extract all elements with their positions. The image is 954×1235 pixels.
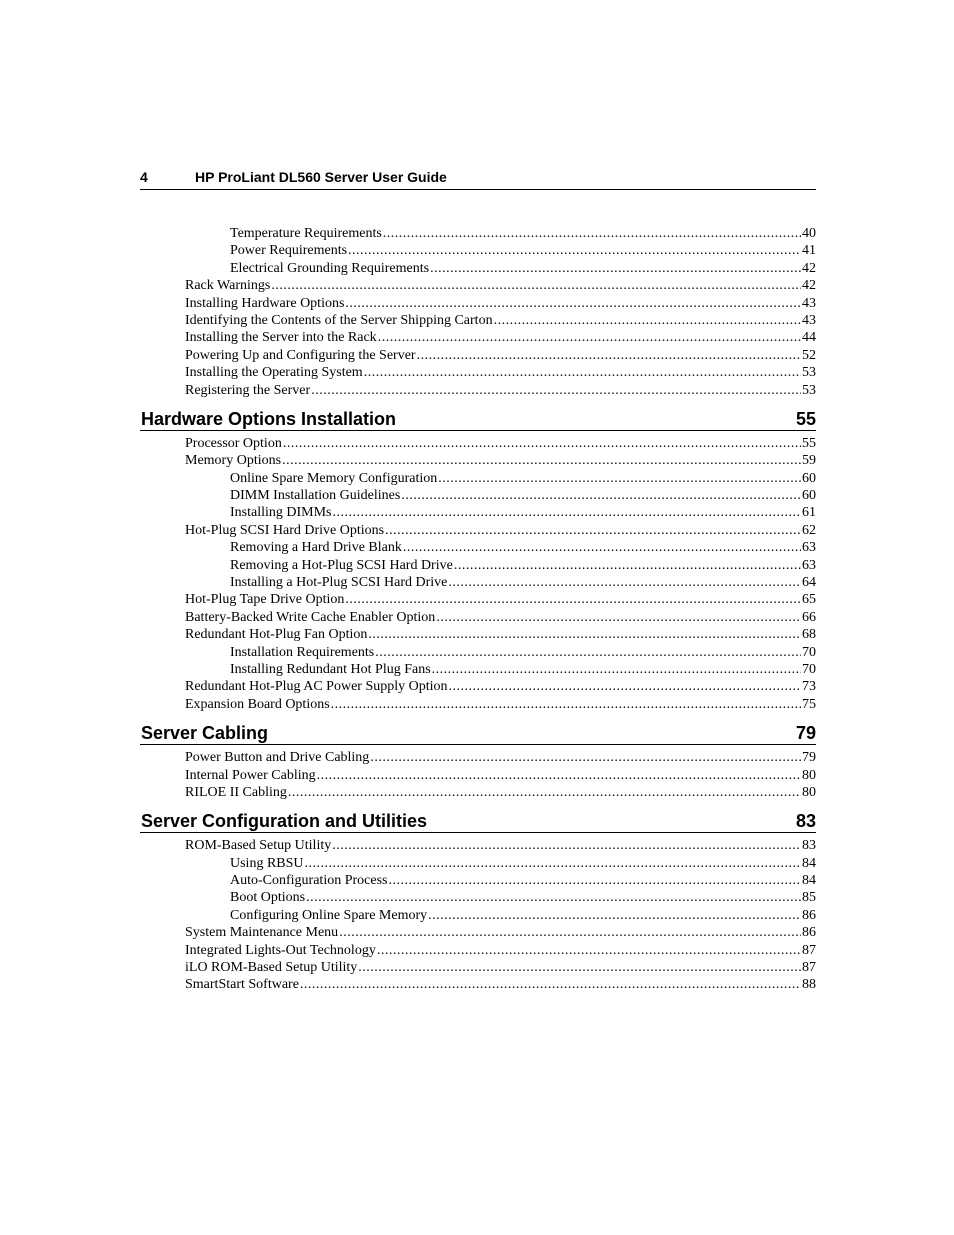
chapter-page: 83: [795, 811, 816, 832]
toc-entry[interactable]: [140, 504, 816, 521]
toc-entry-page: 53: [802, 365, 816, 381]
toc-entry-page: 60: [802, 488, 816, 504]
toc-entry-title: Internal Power Cabling: [185, 767, 316, 783]
toc-entry-page: 80: [802, 767, 816, 783]
dot-leader: [378, 329, 801, 346]
chapter-title: Hardware Options Installation: [141, 408, 397, 429]
toc-entry-page: 88: [802, 977, 816, 993]
toc-entry-page: 87: [802, 960, 816, 976]
toc-entry-title: Removing a Hot-Plug SCSI Hard Drive: [230, 557, 453, 573]
dot-leader: [385, 522, 801, 539]
dot-leader: [271, 277, 801, 294]
toc-entry[interactable]: [140, 435, 816, 452]
toc-entry[interactable]: [140, 976, 816, 993]
toc-entry[interactable]: [140, 907, 816, 924]
toc-entry[interactable]: [140, 329, 816, 346]
dot-leader: [283, 435, 801, 452]
dot-leader: [438, 470, 801, 487]
toc-entry[interactable]: [140, 242, 816, 259]
toc-entry[interactable]: [140, 784, 816, 801]
toc-entry-title: Rack Warnings: [185, 278, 271, 294]
toc-entry[interactable]: [140, 749, 816, 766]
toc-entry-title: Installation Requirements: [230, 644, 375, 660]
toc-entry-page: 84: [802, 855, 816, 871]
toc-entry-title: Temperature Requirements: [230, 225, 382, 241]
toc-entry-page: 43: [802, 312, 816, 328]
dot-leader: [288, 784, 801, 801]
toc-entry-title: Configuring Online Spare Memory: [230, 907, 428, 923]
toc-entry[interactable]: [140, 644, 816, 661]
toc-entry-title: Using RBSU: [230, 855, 304, 871]
toc-entry-title: Installing the Server into the Rack: [185, 330, 377, 346]
toc-entry-page: 70: [802, 644, 816, 660]
dot-leader: [368, 626, 801, 643]
toc-entry-page: 52: [802, 347, 816, 363]
toc-entry-title: Registering the Server: [185, 382, 311, 398]
toc-entry-title: Redundant Hot-Plug AC Power Supply Option: [185, 679, 448, 695]
toc-entry-title: Installing the Operating System: [185, 365, 363, 381]
dot-leader: [436, 609, 801, 626]
dot-leader: [449, 678, 801, 695]
toc-entry-title: Power Button and Drive Cabling: [185, 750, 370, 766]
toc-entry-title: Redundant Hot-Plug Fan Option: [185, 627, 368, 643]
toc-entry-title: SmartStart Software: [185, 977, 299, 993]
toc-entry[interactable]: [140, 872, 816, 889]
toc-entry-page: 53: [802, 382, 816, 398]
dot-leader: [403, 539, 801, 556]
toc-entry-page: 86: [802, 925, 816, 941]
toc-entry-title: Hot-Plug Tape Drive Option: [185, 592, 345, 608]
toc-entry-page: 80: [802, 784, 816, 800]
toc-entry-title: Online Spare Memory Configuration: [230, 470, 438, 486]
chapter-page: 79: [795, 723, 816, 744]
dot-leader: [430, 260, 801, 277]
toc-entry-page: 55: [802, 435, 816, 451]
toc-entry[interactable]: [140, 661, 816, 678]
toc-entry[interactable]: [140, 574, 816, 591]
toc-entry-title: Auto-Configuration Process: [230, 873, 388, 889]
toc-entry[interactable]: [140, 942, 816, 959]
toc-entry-title: Battery-Backed Write Cache Enabler Option: [185, 609, 436, 625]
toc-entry[interactable]: [140, 557, 816, 574]
toc-entry[interactable]: [140, 364, 816, 381]
toc-entry-title: Installing DIMMs: [230, 505, 332, 521]
toc-entry-title: Processor Option: [185, 435, 282, 451]
toc-entry[interactable]: [140, 452, 816, 469]
toc-entry-title: Removing a Hard Drive Blank: [230, 540, 402, 556]
toc-entry-page: 44: [802, 330, 816, 346]
toc-entry[interactable]: [140, 626, 816, 643]
toc-entry-page: 73: [802, 679, 816, 695]
dot-leader: [333, 504, 802, 521]
toc-entry-page: 87: [802, 942, 816, 958]
toc-entry-page: 62: [802, 522, 816, 538]
toc-entry-page: 61: [802, 505, 816, 521]
toc-entry-page: 60: [802, 470, 816, 486]
toc-entry[interactable]: [140, 312, 816, 329]
dot-leader: [306, 889, 801, 906]
dot-leader: [282, 452, 801, 469]
toc-entry-title: Electrical Grounding Requirements: [230, 260, 430, 276]
toc-entry-page: 40: [802, 225, 816, 241]
dot-leader: [311, 382, 801, 399]
toc-entry-page: 75: [802, 696, 816, 712]
dot-leader: [417, 347, 801, 364]
toc-entry-title: Installing a Hot-Plug SCSI Hard Drive: [230, 575, 448, 591]
toc-entry-page: 66: [802, 609, 816, 625]
toc-entry-title: Powering Up and Configuring the Server: [185, 347, 416, 363]
toc-entry-page: 64: [802, 575, 816, 591]
toc-entry-title: Integrated Lights-Out Technology: [185, 942, 376, 958]
chapter-heading[interactable]: [140, 408, 816, 431]
page-number: 4: [140, 169, 148, 185]
toc-entry[interactable]: [140, 225, 816, 242]
dot-leader: [377, 942, 801, 959]
dot-leader: [305, 855, 801, 872]
chapter-title: Server Configuration and Utilities: [141, 811, 428, 832]
toc-entry[interactable]: [140, 609, 816, 626]
dot-leader: [300, 976, 801, 993]
toc-entry[interactable]: [140, 855, 816, 872]
toc-entry-page: 43: [802, 295, 816, 311]
toc-entry[interactable]: [140, 295, 816, 312]
toc-entry[interactable]: [140, 277, 816, 294]
dot-leader: [454, 557, 801, 574]
toc-entry[interactable]: [140, 591, 816, 608]
toc-entry-page: 84: [802, 873, 816, 889]
dot-leader: [339, 924, 801, 941]
toc-entry-title: Installing Hardware Options: [185, 295, 345, 311]
dot-leader: [358, 959, 801, 976]
dot-leader: [331, 696, 801, 713]
dot-leader: [494, 312, 801, 329]
toc-entry-title: System Maintenance Menu: [185, 925, 339, 941]
toc-entry-page: 42: [802, 260, 816, 276]
dot-leader: [448, 574, 801, 591]
dot-leader: [401, 487, 801, 504]
toc-entry[interactable]: [140, 470, 816, 487]
toc-entry-title: DIMM Installation Guidelines: [230, 488, 401, 504]
toc-entry-title: Installing Redundant Hot Plug Fans: [230, 661, 431, 677]
toc-entry-page: 68: [802, 627, 816, 643]
dot-leader: [383, 225, 801, 242]
chapter-heading[interactable]: [140, 810, 816, 833]
dot-leader: [388, 872, 801, 889]
toc-entry[interactable]: [140, 487, 816, 504]
toc-entry-title: Memory Options: [185, 453, 282, 469]
dot-leader: [428, 907, 801, 924]
toc-entry[interactable]: [140, 678, 816, 695]
toc-entry[interactable]: [140, 767, 816, 784]
toc-entry[interactable]: [140, 837, 816, 854]
dot-leader: [432, 661, 801, 678]
toc-entry-page: 42: [802, 278, 816, 294]
toc-entry-title: Hot-Plug SCSI Hard Drive Options: [185, 522, 385, 538]
chapter-title: Server Cabling: [141, 723, 269, 744]
toc-entry-page: 41: [802, 243, 816, 259]
toc-entry-title: Power Requirements: [230, 243, 348, 259]
dot-leader: [317, 767, 801, 784]
toc-entry-page: 70: [802, 661, 816, 677]
toc-entry[interactable]: [140, 539, 816, 556]
dot-leader: [345, 591, 801, 608]
dot-leader: [364, 364, 801, 381]
dot-leader: [332, 837, 801, 854]
toc-entry-title: ROM-Based Setup Utility: [185, 838, 332, 854]
toc-entry[interactable]: [140, 260, 816, 277]
toc-entry-page: 86: [802, 907, 816, 923]
toc-entry-title: Boot Options: [230, 890, 306, 906]
toc-entry-title: Expansion Board Options: [185, 696, 330, 712]
toc-entry-page: 85: [802, 890, 816, 906]
toc-entry-page: 63: [802, 540, 816, 556]
toc-entry[interactable]: [140, 924, 816, 941]
document-title: HP ProLiant DL560 Server User Guide: [195, 169, 447, 185]
toc-entry[interactable]: [140, 382, 816, 399]
table-of-contents: [140, 225, 816, 994]
toc-entry-title: RILOE II Cabling: [185, 784, 287, 800]
toc-entry-title: Identifying the Contents of the Server Shipping Carton: [185, 312, 493, 328]
toc-entry-page: 83: [802, 838, 816, 854]
toc-entry-title: iLO ROM-Based Setup Utility: [185, 960, 358, 976]
toc-entry[interactable]: [140, 522, 816, 539]
page-header: [140, 168, 816, 190]
toc-entry[interactable]: [140, 959, 816, 976]
chapter-page: 55: [795, 408, 816, 429]
toc-entry[interactable]: [140, 890, 816, 907]
dot-leader: [375, 644, 801, 661]
toc-entry-page: 59: [802, 453, 816, 469]
toc-entry[interactable]: [140, 347, 816, 364]
dot-leader: [348, 242, 801, 259]
dot-leader: [345, 295, 801, 312]
toc-entry-page: 65: [802, 592, 816, 608]
toc-entry-page: 79: [802, 750, 816, 766]
toc-entry[interactable]: [140, 696, 816, 713]
dot-leader: [370, 749, 801, 766]
chapter-heading[interactable]: [140, 722, 816, 745]
toc-entry-page: 63: [802, 557, 816, 573]
